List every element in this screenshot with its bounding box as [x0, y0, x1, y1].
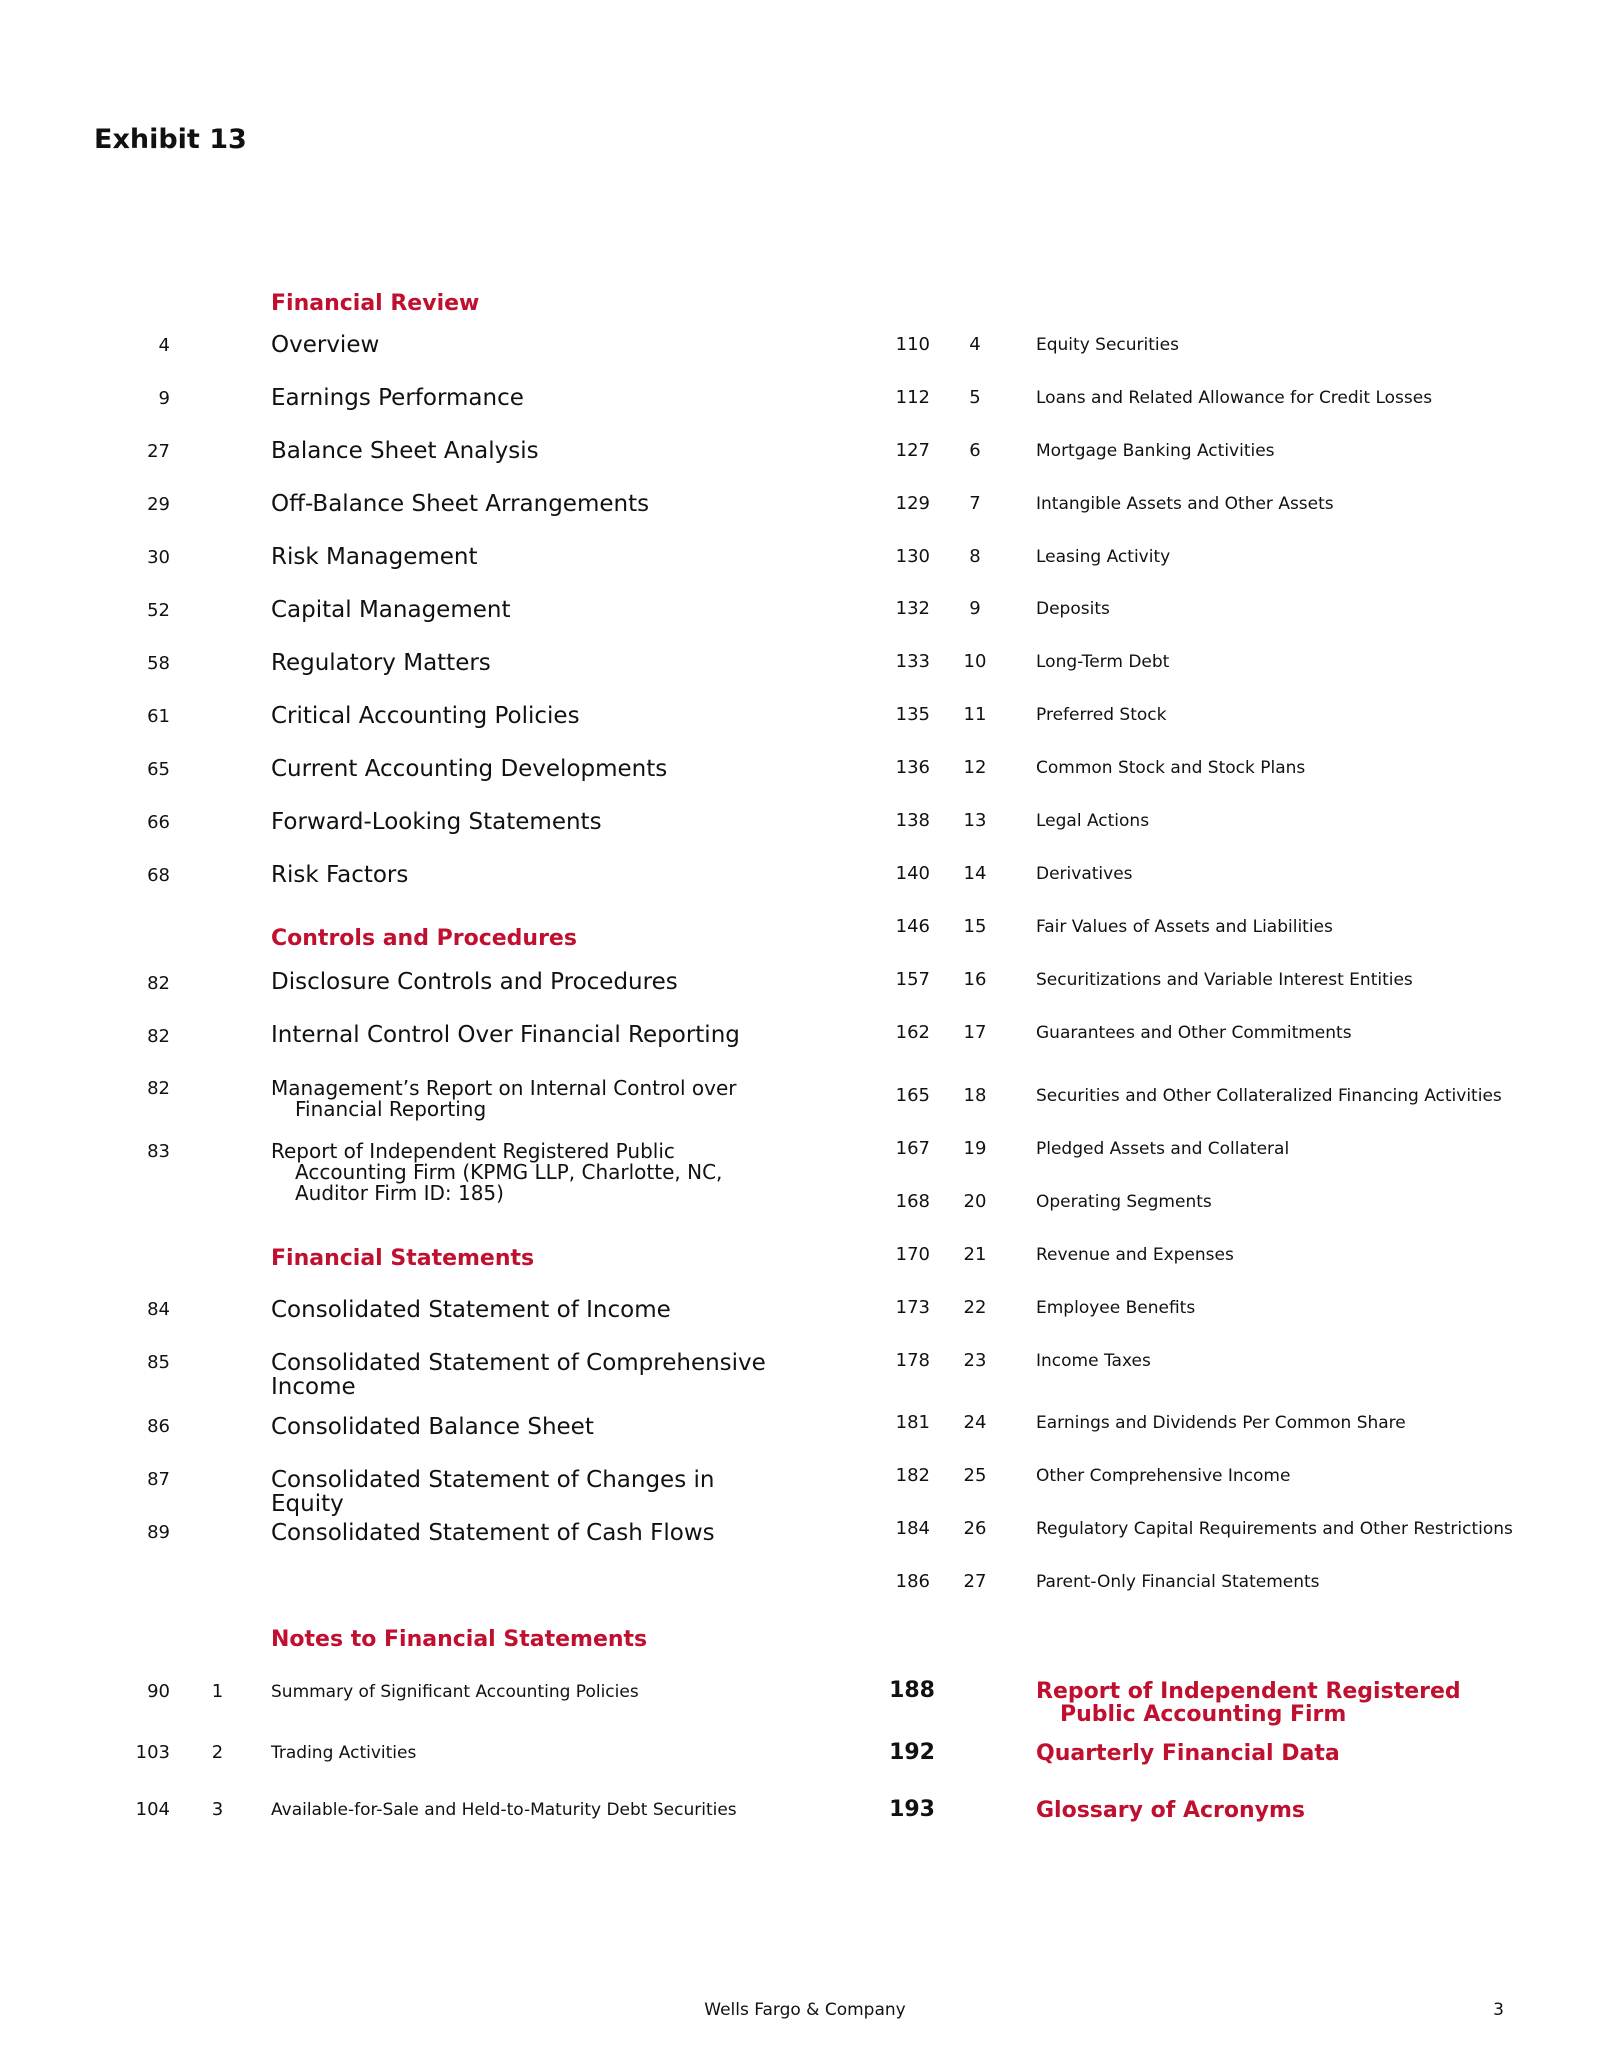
toc-note-number: 18: [963, 1085, 987, 1106]
toc-page-number: 30: [147, 547, 170, 568]
notes-heading: Notes to Financial Statements: [271, 1627, 648, 1652]
toc-title: Intangible Assets and Other Assets: [1036, 494, 1334, 514]
toc-title: Balance Sheet Analysis: [271, 438, 539, 464]
toc-note-number: 10: [963, 651, 987, 672]
toc-note-number: 11: [963, 704, 987, 725]
toc-page-number: 188: [889, 1678, 935, 1703]
toc-title: Fair Values of Assets and Liabilities: [1036, 917, 1333, 937]
footer-company: Wells Fargo & Company: [704, 2000, 906, 2020]
toc-note-number: 21: [963, 1244, 987, 1265]
toc-title: Securitizations and Variable Interest Entities: [1036, 970, 1413, 990]
toc-page-number: 173: [895, 1297, 930, 1318]
toc-page-number: 85: [147, 1352, 170, 1373]
toc-title: Report of Independent Registered Public Accounting Firm (KPMG LLP, Charlotte, NC, Auditor Firm ID: 185): [271, 1139, 723, 1205]
toc-page-number: 82: [147, 1078, 170, 1099]
toc-title: Management’s Report on Internal Control over Financial Reporting: [271, 1076, 737, 1121]
toc-title: Other Comprehensive Income: [1036, 1466, 1291, 1486]
toc-page-number: 66: [147, 812, 170, 833]
toc-page-number: 68: [147, 865, 170, 886]
toc-title: Trading Activities: [271, 1743, 417, 1763]
controls-procedures-heading: Controls and Procedures: [271, 926, 577, 951]
toc-page-number: 103: [135, 1742, 170, 1763]
toc-page-number: 90: [147, 1681, 170, 1702]
toc-note-number: 24: [963, 1412, 987, 1433]
toc-title: Mortgage Banking Activities: [1036, 441, 1275, 461]
toc-title: Pledged Assets and Collateral: [1036, 1139, 1290, 1159]
toc-page-number: 165: [895, 1085, 930, 1106]
toc-title: Long-Term Debt: [1036, 652, 1170, 672]
toc-note-number: 3: [211, 1799, 224, 1820]
exhibit-title: Exhibit 13: [94, 124, 247, 155]
toc-title: Equity Securities: [1036, 335, 1179, 355]
toc-title: Off-Balance Sheet Arrangements: [271, 491, 650, 517]
toc-page-number: 146: [895, 916, 930, 937]
toc-page-number: 129: [895, 493, 930, 514]
toc-page-number: 140: [895, 863, 930, 884]
toc-note-number: 6: [969, 440, 981, 461]
toc-title: Capital Management: [271, 597, 511, 623]
toc-section-title: Quarterly Financial Data: [1036, 1741, 1340, 1766]
toc-note-number: 20: [963, 1191, 987, 1212]
financial-statements-heading: Financial Statements: [271, 1246, 535, 1271]
toc-page-number: 84: [147, 1299, 170, 1320]
toc-page-number: 192: [889, 1740, 935, 1765]
toc-title: Consolidated Statement of Changes in Equity: [271, 1467, 715, 1517]
toc-page-number: 82: [147, 973, 170, 994]
toc-page-number: 127: [895, 440, 930, 461]
toc-page-number: 178: [895, 1350, 930, 1371]
toc-note-number: 5: [969, 387, 981, 408]
toc-page-number: 4: [158, 335, 170, 356]
toc-page-number: 133: [895, 651, 930, 672]
toc-title: Revenue and Expenses: [1036, 1245, 1234, 1265]
toc-title: Risk Factors: [271, 862, 409, 888]
toc-page-number: 138: [895, 810, 930, 831]
toc-note-number: 7: [969, 493, 981, 514]
toc-page-number: 104: [135, 1799, 170, 1820]
toc-page-number: 193: [889, 1797, 935, 1822]
toc-title: Regulatory Matters: [271, 650, 491, 676]
toc-title: Regulatory Capital Requirements and Other Restrictions: [1036, 1519, 1513, 1539]
toc-note-number: 15: [963, 916, 987, 937]
toc-title: Consolidated Statement of Comprehensive Income: [271, 1350, 766, 1400]
toc-note-number: 8: [969, 546, 981, 567]
toc-title: Consolidated Balance Sheet: [271, 1414, 594, 1440]
toc-page-number: 61: [147, 706, 170, 727]
toc-title: Consolidated Statement of Income: [271, 1297, 671, 1323]
toc-title: Consolidated Statement of Cash Flows: [271, 1520, 715, 1546]
toc-page-number: 170: [895, 1244, 930, 1265]
toc-note-number: 16: [963, 969, 987, 990]
toc-title: Loans and Related Allowance for Credit Losses: [1036, 388, 1433, 408]
toc-note-number: 12: [963, 757, 987, 778]
toc-note-number: 26: [963, 1518, 987, 1539]
toc-title: Overview: [271, 332, 380, 358]
toc-note-number: 22: [963, 1297, 987, 1318]
toc-title: Earnings Performance: [271, 385, 524, 411]
toc-title: Disclosure Controls and Procedures: [271, 969, 678, 995]
toc-note-number: 19: [963, 1138, 987, 1159]
toc-page-number: 184: [895, 1518, 930, 1539]
toc-page-number: 58: [147, 653, 170, 674]
toc-note-number: 27: [963, 1571, 987, 1592]
toc-title: Guarantees and Other Commitments: [1036, 1023, 1352, 1043]
toc-page-number: 130: [895, 546, 930, 567]
toc-note-number: 2: [211, 1742, 224, 1763]
toc-title: Forward-Looking Statements: [271, 809, 602, 835]
toc-page-number: 52: [147, 600, 170, 621]
toc-page-number: 186: [895, 1571, 930, 1592]
toc-page-number: 181: [895, 1412, 930, 1433]
toc-title: Earnings and Dividends Per Common Share: [1036, 1413, 1406, 1433]
toc-note-number: 17: [963, 1022, 987, 1043]
toc-note-number: 4: [969, 334, 981, 355]
toc-page-number: 29: [147, 494, 170, 515]
toc-title: Preferred Stock: [1036, 705, 1167, 725]
toc-page-number: 83: [147, 1141, 170, 1162]
toc-note-number: 14: [963, 863, 987, 884]
toc-title: Leasing Activity: [1036, 547, 1171, 567]
toc-page-number: 136: [895, 757, 930, 778]
toc-page-number: 87: [147, 1469, 170, 1490]
toc-title: Parent-Only Financial Statements: [1036, 1572, 1320, 1592]
toc-title: Internal Control Over Financial Reporting: [271, 1022, 740, 1048]
toc-title: Securities and Other Collateralized Financing Activities: [1036, 1086, 1502, 1106]
toc-note-number: 1: [211, 1681, 224, 1702]
toc-page-number: 89: [147, 1522, 170, 1543]
toc-title: Deposits: [1036, 599, 1110, 619]
toc-title: Critical Accounting Policies: [271, 703, 580, 729]
footer-page-number: 3: [1493, 2000, 1504, 2020]
toc-page-number: 167: [895, 1138, 930, 1159]
toc-page-number: 157: [895, 969, 930, 990]
toc-title: Operating Segments: [1036, 1192, 1212, 1212]
toc-page-number: 86: [147, 1416, 170, 1437]
toc-title: Summary of Significant Accounting Policies: [271, 1682, 639, 1702]
toc-section-title: Glossary of Acronyms: [1036, 1798, 1305, 1823]
financial-review-heading: Financial Review: [271, 291, 480, 316]
toc-title: Common Stock and Stock Plans: [1036, 758, 1306, 778]
toc-page-number: 65: [147, 759, 170, 780]
toc-title: Legal Actions: [1036, 811, 1150, 831]
toc-page-number: 27: [147, 441, 170, 462]
toc-title: Available-for-Sale and Held-to-Maturity Debt Securities: [271, 1800, 737, 1820]
toc-title: Income Taxes: [1036, 1351, 1151, 1371]
toc-note-number: 23: [963, 1350, 987, 1371]
toc-page-number: 182: [895, 1465, 930, 1486]
toc-page-number: 132: [895, 598, 930, 619]
toc-note-number: 9: [969, 598, 981, 619]
toc-title: Risk Management: [271, 544, 478, 570]
toc-page-number: 9: [158, 388, 170, 409]
toc-note-number: 25: [963, 1465, 987, 1486]
toc-section-title: Report of Independent Registered Public Accounting Firm: [1036, 1679, 1461, 1727]
toc-page-number: 82: [147, 1026, 170, 1047]
toc-title: Employee Benefits: [1036, 1298, 1196, 1318]
toc-page-number: 162: [895, 1022, 930, 1043]
toc-note-number: 13: [963, 810, 987, 831]
toc-page-number: 112: [895, 387, 930, 408]
toc-title: Current Accounting Developments: [271, 756, 668, 782]
toc-page-number: 110: [895, 334, 930, 355]
toc-page-number: 135: [895, 704, 930, 725]
toc-page-number: 168: [895, 1191, 930, 1212]
toc-title: Derivatives: [1036, 864, 1133, 884]
